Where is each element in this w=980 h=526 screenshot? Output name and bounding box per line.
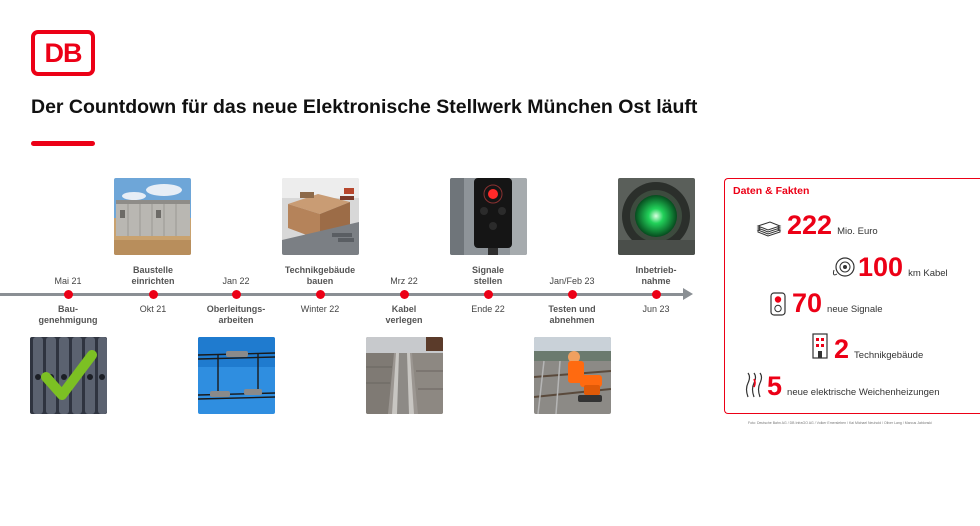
photo-green-signal-light (618, 178, 695, 255)
milestone-date: Mai 21 (54, 276, 82, 286)
photo-cable-trough (366, 337, 443, 414)
fact-unit: Technikgebäude (854, 350, 924, 361)
milestone-dot (149, 290, 158, 299)
milestone-dot (484, 290, 493, 299)
milestone-label: Testen und abnehmen (548, 304, 596, 325)
photo-technical-building (282, 178, 359, 255)
title-underline (31, 141, 95, 146)
photo-approval-checkmark (30, 337, 107, 414)
fact-value: 70 (792, 288, 823, 318)
fact-value: 100 (858, 252, 904, 282)
photo-overhead-line-work (198, 337, 275, 414)
milestone-date: Okt 21 (139, 304, 167, 314)
timeline-line (0, 293, 685, 296)
milestone-label: Inbetrieb- nahme (635, 265, 677, 286)
milestone-date: Jan/Feb 23 (549, 276, 595, 286)
milestone-date: Winter 22 (300, 304, 340, 314)
cable-reel-icon (832, 256, 858, 283)
db-logo-text: DB (44, 37, 82, 68)
fact-unit: neue Signale (827, 304, 883, 315)
fact-unit: km Kabel (908, 268, 948, 279)
milestone-dot (400, 290, 409, 299)
building-icon (812, 333, 828, 364)
milestone-label: Oberleitungs- arbeiten (206, 304, 266, 325)
fact-value: 5 (767, 371, 783, 401)
signal-icon (770, 292, 786, 321)
fact-item (792, 290, 883, 317)
milestone-date: Mrz 22 (390, 276, 418, 286)
milestone-label: Signale stellen (471, 265, 504, 286)
milestone-date: Jun 23 (642, 304, 670, 314)
milestone-label: Bau- genehmigung (38, 304, 98, 325)
fact-value: 2 (834, 334, 850, 364)
milestone-date: Jan 22 (222, 276, 250, 286)
milestone-dot (232, 290, 241, 299)
facts-title: Daten & Fakten (733, 185, 810, 197)
fact-item (834, 336, 923, 363)
photo-credits: Foto: Deutsche Bahn AG / DB InfraGO AG / Volker Emersleben / Kai Michael Neuhold / Oliver Lang / Marcus Jablonski (748, 421, 932, 425)
timeline-arrow-icon (683, 288, 693, 300)
money-stack-icon (756, 220, 782, 243)
fact-item (858, 254, 948, 281)
milestone-label: Baustelle einrichten (131, 265, 175, 286)
fact-unit: neue elektrische Weichenheizungen (787, 387, 940, 398)
switch-heating-icon (744, 371, 764, 404)
fact-item (767, 373, 940, 400)
photo-testing-worker (534, 337, 611, 414)
page-title: Der Countdown für das neue Elektronische Stellwerk München Ost läuft (31, 96, 698, 118)
fact-unit: Mio. Euro (837, 226, 878, 237)
milestone-label: Kabel verlegen (385, 304, 423, 325)
photo-construction-containers (114, 178, 191, 255)
milestone-dot (64, 290, 73, 299)
fact-value: 222 (787, 210, 833, 240)
fact-item (787, 212, 878, 239)
milestone-label: Technikgebäude bauen (284, 265, 356, 286)
photo-signal (450, 178, 527, 255)
db-logo[interactable] (31, 30, 95, 76)
milestone-date: Ende 22 (471, 304, 505, 314)
milestone-dot (652, 290, 661, 299)
milestone-dot (568, 290, 577, 299)
milestone-dot (316, 290, 325, 299)
